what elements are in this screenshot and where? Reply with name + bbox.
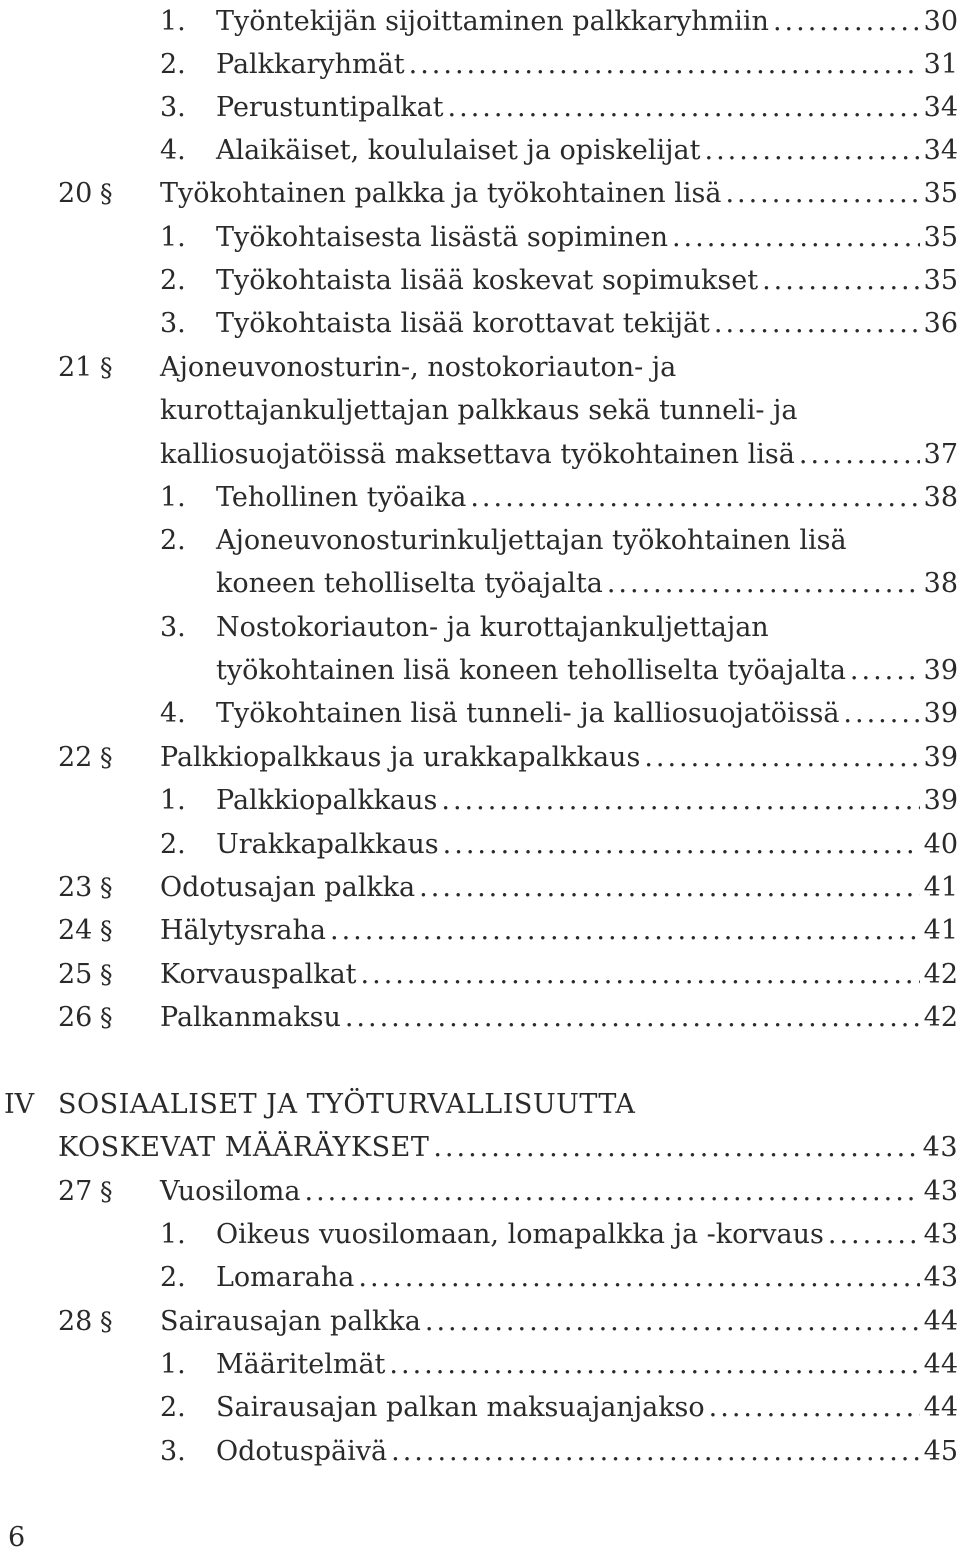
entry-line xyxy=(216,1345,958,1385)
page-ref: 44 xyxy=(923,1349,958,1380)
toc-entry xyxy=(0,1432,958,1472)
entry-title: Työkohtaisesta lisästä sopiminen xyxy=(216,222,668,253)
leader-dots xyxy=(843,694,919,734)
page-ref: 38 xyxy=(923,482,958,513)
toc-section xyxy=(0,1302,958,1342)
entry-title: Oikeus vuosilomaan, lomapalkka ja -korvaus xyxy=(216,1219,824,1250)
section-number: 22 xyxy=(58,742,93,773)
item-number: 1. xyxy=(160,222,186,253)
item-number: 3. xyxy=(160,92,186,123)
entry-title-line-1: Nostokoriauton- ja kurottajankuljettajan xyxy=(216,612,769,643)
leader-dots xyxy=(672,218,920,258)
item-number: 1. xyxy=(160,6,186,37)
entry-title: Palkkaryhmät xyxy=(216,49,405,80)
entry-title: Työkohtainen lisä tunneli- ja kalliosuojatöissä xyxy=(216,698,840,729)
entry-title: Sairausajan palkka xyxy=(160,1306,421,1337)
page-ref: 30 xyxy=(923,6,958,37)
item-number: 1. xyxy=(160,482,186,513)
toc-entry xyxy=(0,781,958,821)
section-number: 24 xyxy=(58,915,93,946)
item-number: 2. xyxy=(160,1262,186,1293)
toc-entry xyxy=(0,608,958,648)
leader-dots xyxy=(850,651,920,691)
entry-title: Työkohtaista lisää koskevat sopimukset xyxy=(216,265,759,296)
page-ref: 43 xyxy=(922,1132,958,1163)
page-ref: 42 xyxy=(923,959,958,990)
toc-section xyxy=(0,738,958,778)
page-number: 6 xyxy=(8,1522,26,1553)
item-number: 3. xyxy=(160,308,186,339)
entry-title: Odotuspäivä xyxy=(216,1436,388,1467)
section-number: 21 xyxy=(58,352,93,383)
leader-dots xyxy=(448,88,920,128)
item-number: 4. xyxy=(160,135,186,166)
leader-dots xyxy=(714,304,920,344)
entry-title: Odotusajan palkka xyxy=(160,872,416,903)
entry-title-line-1: Ajoneuvonosturinkuljettajan työkohtainen lisä xyxy=(216,525,847,556)
toc-section xyxy=(0,868,958,908)
entry-line xyxy=(216,88,958,128)
item-number: 2. xyxy=(160,265,186,296)
leader-dots xyxy=(762,261,920,301)
chapter-title: KOSKEVAT MÄÄRÄYKSET xyxy=(58,1132,430,1163)
entry-line xyxy=(216,304,958,344)
entry-line xyxy=(216,45,958,85)
entry-line xyxy=(216,1432,958,1472)
entry-title: Lomaraha xyxy=(216,1262,355,1293)
entry-title: Tehollinen työaika xyxy=(216,482,467,513)
page-ref: 43 xyxy=(923,1262,958,1293)
toc-section xyxy=(0,998,958,1038)
entry-line xyxy=(160,1172,958,1212)
page-ref: 44 xyxy=(923,1306,958,1337)
section-sign: § xyxy=(100,1177,113,1206)
chapter-number: IV xyxy=(4,1089,35,1120)
entry-line xyxy=(216,694,958,734)
entry-title-line-2: kurottajankuljettajan palkkaus sekä tunneli- ja xyxy=(160,395,798,426)
toc-entry xyxy=(0,694,958,734)
entry-line xyxy=(160,911,958,951)
leader-dots xyxy=(345,998,920,1038)
leader-dots xyxy=(828,1215,920,1255)
entry-title: Alaikäiset, koululaiset ja opiskelijat xyxy=(216,135,701,166)
page-ref: 35 xyxy=(923,222,958,253)
entry-line xyxy=(216,2,958,42)
section-number: 26 xyxy=(58,1002,93,1033)
item-number: 1. xyxy=(160,1349,186,1380)
entry-title: Perustuntipalkat xyxy=(216,92,444,123)
entry-title: Palkkiopalkkaus ja urakkapalkkaus xyxy=(160,742,641,773)
section-sign: § xyxy=(100,1307,113,1336)
entry-line xyxy=(216,564,958,604)
toc-entry xyxy=(0,304,958,344)
toc-entry xyxy=(0,218,958,258)
section-sign: § xyxy=(100,960,113,989)
leader-dots xyxy=(441,781,919,821)
toc-section xyxy=(0,174,958,214)
item-number: 2. xyxy=(160,49,186,80)
leader-dots xyxy=(799,435,920,475)
leader-dots xyxy=(409,45,920,85)
leader-dots xyxy=(704,131,919,171)
toc-section xyxy=(0,1172,958,1212)
entry-title: Määritelmät xyxy=(216,1349,386,1380)
toc-chapter xyxy=(0,1085,958,1125)
entry-line xyxy=(216,1258,958,1298)
item-number: 1. xyxy=(160,1219,186,1250)
page-ref: 39 xyxy=(923,785,958,816)
page-ref: 35 xyxy=(923,265,958,296)
page-ref: 43 xyxy=(923,1176,958,1207)
page-ref: 34 xyxy=(923,135,958,166)
item-number: 2. xyxy=(160,829,186,860)
entry-title: Vuosiloma xyxy=(160,1176,301,1207)
page-ref: 39 xyxy=(923,698,958,729)
entry-line xyxy=(160,998,958,1038)
toc-entry xyxy=(0,1258,958,1298)
leader-dots xyxy=(389,1345,919,1385)
entry-line xyxy=(160,738,958,778)
toc-chapter-continuation xyxy=(0,1128,958,1168)
entry-line xyxy=(216,478,958,518)
entry-line xyxy=(216,1215,958,1255)
entry-title: Sairausajan palkan maksuajanjakso xyxy=(216,1392,705,1423)
toc-section-continuation xyxy=(0,391,958,431)
leader-dots xyxy=(391,1432,920,1472)
section-number: 27 xyxy=(58,1176,93,1207)
chapter-title-line-1: SOSIAALISET JA TYÖTURVALLISUUTTA xyxy=(58,1089,636,1120)
entry-line xyxy=(160,868,958,908)
leader-dots xyxy=(305,1172,920,1212)
entry-title: työkohtainen lisä koneen teholliselta työajalta xyxy=(216,655,846,686)
entry-line xyxy=(216,825,958,865)
section-sign: § xyxy=(100,1003,113,1032)
toc-entry-continuation xyxy=(0,651,958,691)
page-ref: 36 xyxy=(923,308,958,339)
toc-entry xyxy=(0,131,958,171)
entry-line xyxy=(160,174,958,214)
section-number: 28 xyxy=(58,1306,93,1337)
entry-title: Urakkapalkkaus xyxy=(216,829,439,860)
leader-dots xyxy=(361,955,920,995)
entry-line xyxy=(160,435,958,475)
toc-entry xyxy=(0,825,958,865)
section-number: 25 xyxy=(58,959,93,990)
page-ref: 39 xyxy=(923,742,958,773)
page-ref: 38 xyxy=(923,568,958,599)
section-sign: § xyxy=(100,916,113,945)
entry-title: Hälytysraha xyxy=(160,915,326,946)
toc-entry xyxy=(0,261,958,301)
leader-dots xyxy=(419,868,919,908)
entry-line xyxy=(216,261,958,301)
toc-entry-continuation xyxy=(0,564,958,604)
page-ref: 37 xyxy=(923,439,958,470)
leader-dots xyxy=(725,174,919,214)
item-number: 4. xyxy=(160,698,186,729)
entry-title: kalliosuojatöissä maksettava työkohtainen lisä xyxy=(160,439,795,470)
entry-line xyxy=(216,1388,958,1428)
leader-dots xyxy=(773,2,920,42)
entry-line xyxy=(58,1128,958,1168)
page-ref: 39 xyxy=(923,655,958,686)
leader-dots xyxy=(425,1302,920,1342)
entry-title: Palkkiopalkkaus xyxy=(216,785,438,816)
entry-line xyxy=(160,1302,958,1342)
toc-entry xyxy=(0,88,958,128)
entry-line xyxy=(160,955,958,995)
entry-title: Työkohtaista lisää korottavat tekijät xyxy=(216,308,710,339)
item-number: 3. xyxy=(160,1436,186,1467)
entry-title: Työntekijän sijoittaminen palkkaryhmiin xyxy=(216,6,769,37)
toc-entry xyxy=(0,1388,958,1428)
toc-entry xyxy=(0,521,958,561)
entry-line xyxy=(216,781,958,821)
page-ref: 45 xyxy=(923,1436,958,1467)
section-sign: § xyxy=(100,353,113,382)
entry-title: Korvauspalkat xyxy=(160,959,357,990)
entry-line xyxy=(216,218,958,258)
toc-section-continuation xyxy=(0,435,958,475)
leader-dots xyxy=(433,1128,918,1168)
entry-line xyxy=(216,651,958,691)
section-sign: § xyxy=(100,743,113,772)
entry-title: Palkanmaksu xyxy=(160,1002,341,1033)
item-number: 2. xyxy=(160,525,186,556)
page-ref: 31 xyxy=(923,49,958,80)
entry-title-line-1: Ajoneuvonosturin-, nostokoriauton- ja xyxy=(160,352,677,383)
page-ref: 41 xyxy=(923,872,958,903)
page-ref: 44 xyxy=(923,1392,958,1423)
toc-section xyxy=(0,955,958,995)
entry-line xyxy=(216,131,958,171)
page-ref: 42 xyxy=(923,1002,958,1033)
entry-title: Työkohtainen palkka ja työkohtainen lisä xyxy=(160,178,722,209)
item-number: 1. xyxy=(160,785,186,816)
leader-dots xyxy=(358,1258,919,1298)
leader-dots xyxy=(607,564,920,604)
section-number: 20 xyxy=(58,178,93,209)
toc-entry xyxy=(0,1215,958,1255)
item-number: 2. xyxy=(160,1392,186,1423)
toc-entry xyxy=(0,45,958,85)
toc-entry xyxy=(0,1345,958,1385)
page-ref: 43 xyxy=(923,1219,958,1250)
entry-title: koneen teholliselta työajalta xyxy=(216,568,603,599)
leader-dots xyxy=(709,1388,920,1428)
toc-section xyxy=(0,911,958,951)
leader-dots xyxy=(644,738,919,778)
leader-dots xyxy=(330,911,920,951)
page-ref: 40 xyxy=(923,829,958,860)
page-ref: 35 xyxy=(923,178,958,209)
section-sign: § xyxy=(100,873,113,902)
leader-dots xyxy=(470,478,919,518)
item-number: 3. xyxy=(160,612,186,643)
page-ref: 34 xyxy=(923,92,958,123)
toc-entry xyxy=(0,478,958,518)
toc-section xyxy=(0,348,958,388)
page-ref: 41 xyxy=(923,915,958,946)
section-sign: § xyxy=(100,179,113,208)
section-number: 23 xyxy=(58,872,93,903)
leader-dots xyxy=(443,825,920,865)
toc-entry xyxy=(0,2,958,42)
